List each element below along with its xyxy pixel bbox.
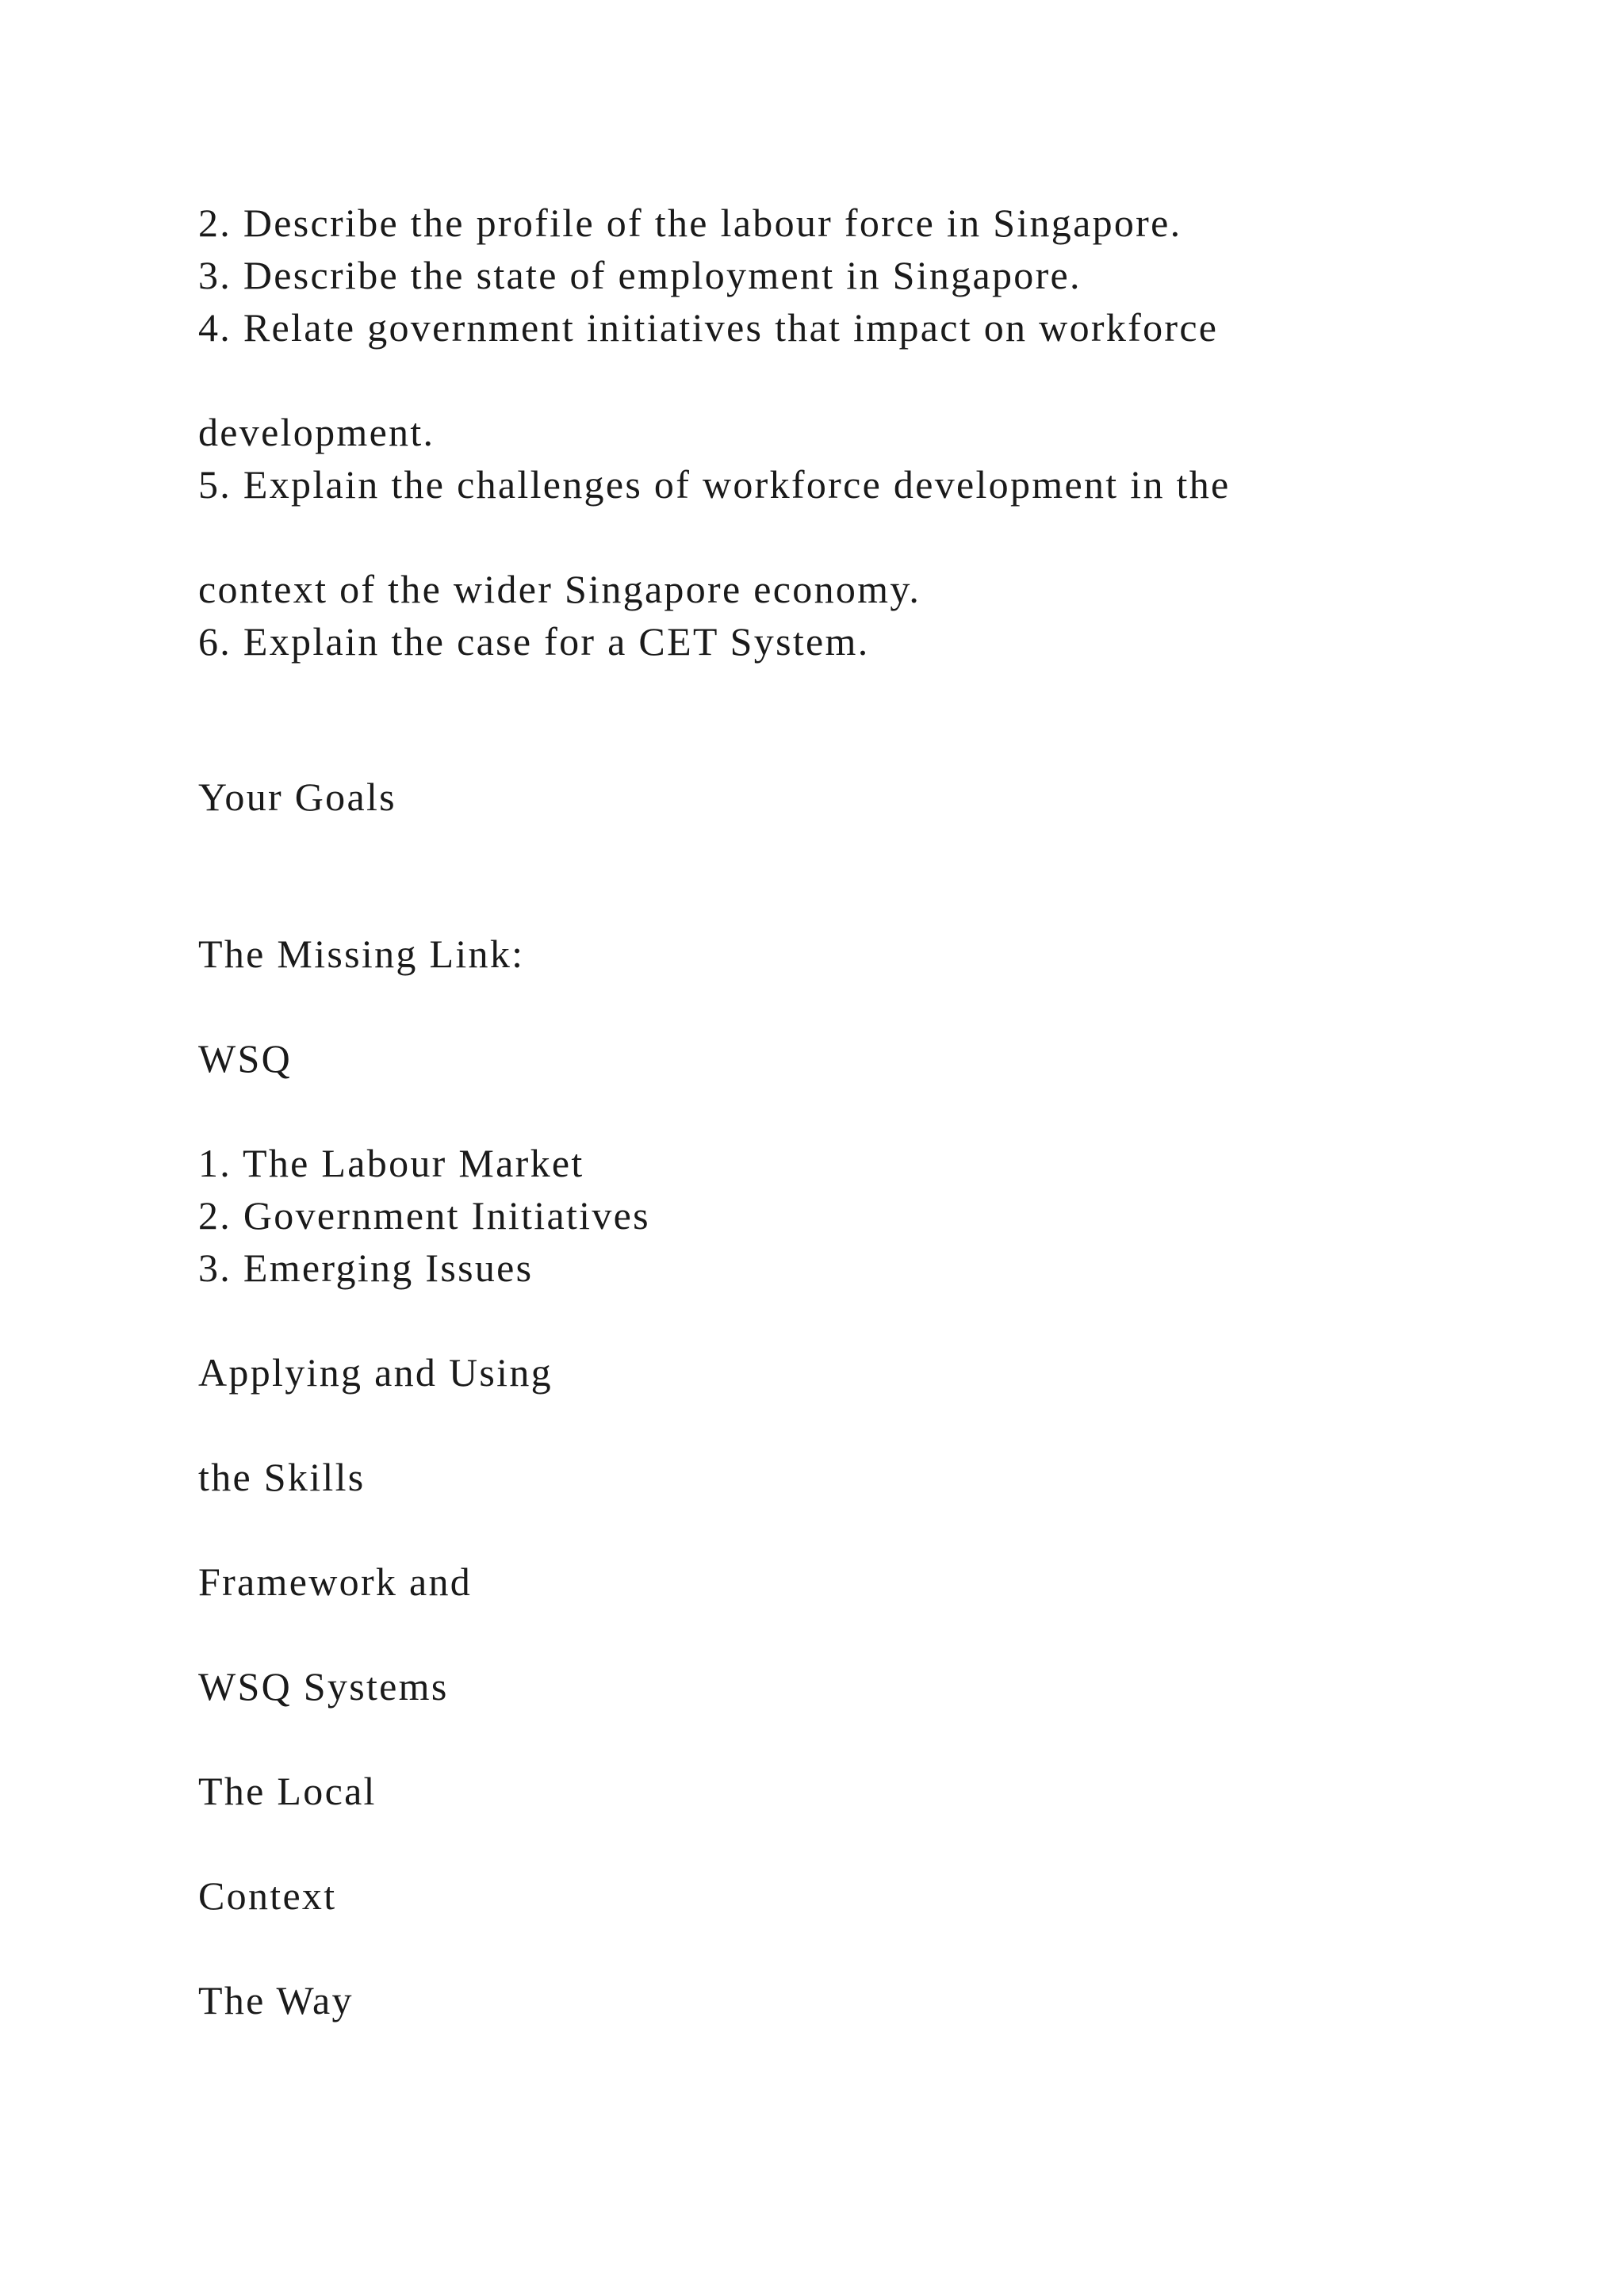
topic-item: 2. Government Initiatives [198, 1193, 650, 1238]
your-goals-heading: Your Goals [198, 775, 396, 819]
fragment-line: The Local [198, 1769, 377, 1813]
fragment-line: WSQ Systems [198, 1664, 449, 1709]
objective-item: 5. Explain the challenges of workforce development in the [198, 462, 1231, 507]
objective-item: context of the wider Singapore economy. [198, 567, 921, 611]
objective-item: development. [198, 410, 435, 454]
fragment-line: Context [198, 1873, 337, 1918]
wsq-label: WSQ [198, 1036, 293, 1081]
objective-item: 6. Explain the case for a CET System. [198, 619, 870, 664]
topic-item: 3. Emerging Issues [198, 1246, 534, 1290]
fragment-line: Applying and Using [198, 1350, 553, 1395]
objective-item: 4. Relate government initiatives that impact on workforce [198, 305, 1219, 350]
missing-link-heading: The Missing Link: [198, 932, 525, 976]
objective-item: 2. Describe the profile of the labour force in Singapore. [198, 201, 1182, 245]
fragment-line: Framework and [198, 1559, 473, 1604]
fragment-line: The Way [198, 1978, 354, 2022]
objective-item: 3. Describe the state of employment in Singapore. [198, 253, 1082, 297]
topic-item: 1. The Labour Market [198, 1141, 584, 1185]
fragment-line: the Skills [198, 1455, 366, 1499]
